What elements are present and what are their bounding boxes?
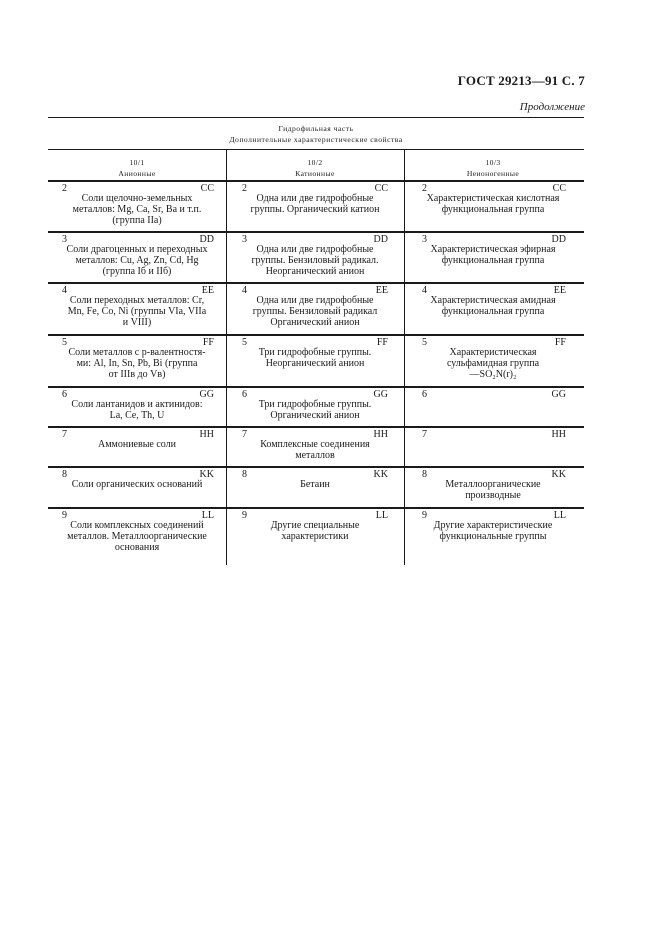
column-header-anionic [48,157,226,179]
cell-number: 2 [422,183,427,194]
cell-text [52,347,222,380]
cell-number: 8 [62,469,67,480]
cell-code: HH [373,429,388,440]
cell-code: GG [373,389,388,400]
cell-text-line: металлов: Cu, Ag, Zn, Cd, Hg [75,255,199,266]
cell-code: LL [375,510,388,521]
cell-code: FF [554,337,566,348]
cell-number: 8 [422,469,427,480]
table-cell [404,429,582,463]
cell-text-line: Одна или две гидрофобные [256,244,374,255]
cell-text-line: Соли комплексных соединений [70,520,204,531]
cell-code: CC [552,183,566,194]
cell-text-line: Другие характеристические [433,520,553,531]
cell-code: EE [375,285,388,296]
continuation-label: Продолжение [519,101,585,113]
cell-text-line: Три гидрофобные группы. [258,347,372,358]
cell-text-line: Характеристическая амидная [430,295,556,306]
cell-text-line: Органический анион [270,410,360,421]
cell-text [230,439,400,461]
row-separator-rule [48,507,584,509]
table-cell [226,337,404,383]
table-cell [226,469,404,503]
cell-code: EE [553,285,566,296]
table-caption-line2: Дополнительные характеристические свойства [229,135,403,144]
cell-text-line: Соли драгоценных и переходных [66,244,208,255]
cell-text-line: Характеристическая кислотная [426,193,560,204]
table-cell [226,429,404,463]
cell-code: FF [202,337,214,348]
cell-text [408,244,578,266]
cell-text-line: Соли щелочно-земельных [81,193,193,204]
row-separator-rule [48,386,584,388]
cell-text-line: функциональная группа [441,204,545,215]
table-top-rule [48,117,584,118]
row-separator-rule [48,231,584,233]
table-cell [404,337,582,383]
cell-code: DD [373,234,388,245]
table-cell [48,285,226,331]
column-code: 10/1 [129,158,145,167]
cell-text-line: Аммониевые соли [97,439,177,450]
cell-text-line: La, Ce, Th, U [109,410,165,421]
cell-number: 9 [422,510,427,521]
table-cell [48,183,226,227]
column-label: Анионные [118,169,156,178]
column-code: 10/2 [307,158,323,167]
cell-text-line: характеристики [281,531,349,542]
column-label: Катионные [295,169,335,178]
column-code: 10/3 [485,158,501,167]
table-caption-line1: Гидрофильная часть [278,124,354,133]
cell-text [230,347,400,369]
cell-number: 3 [242,234,247,245]
cell-text-line: (группа IIa) [112,215,162,226]
cell-number: 3 [62,234,67,245]
column-label: Неионогенные [466,169,520,178]
cell-number: 5 [422,337,427,348]
cell-text [52,439,222,450]
table-cell [404,469,582,503]
cell-code: GG [199,389,214,400]
table-cell [404,510,582,562]
table-cell [226,234,404,278]
cell-text-line: (группа Iб и IIб) [102,266,172,277]
table-cell [404,234,582,278]
cell-number: 2 [62,183,67,194]
cell-text-line: производные [465,490,521,501]
cell-text-line: Три гидрофобные группы. [258,399,372,410]
cell-text [52,295,222,328]
cell-text-line: функциональная группа [441,306,545,317]
cell-text [230,399,400,421]
cell-text-line: Бетаин [300,479,330,490]
document-header-title: ГОСТ 29213—91 С. 7 [457,73,585,88]
cell-text-line: ми: Al, In, Sn, Pb, Bi (группа [76,358,198,369]
cell-text-line: Органический анион [270,317,360,328]
table-cell [226,510,404,562]
row-separator-rule [48,334,584,336]
cell-number: 4 [242,285,247,296]
cell-text-line: от IIIв до Vв) [108,369,166,380]
cell-text [52,193,222,226]
cell-number: 8 [242,469,247,480]
cell-text-line: Mn, Fe, Co, Ni (группы VIa, VIIa [67,306,207,317]
cell-text [230,193,400,215]
cell-code: HH [551,429,566,440]
cell-number: 3 [422,234,427,245]
cell-text [230,479,400,490]
cell-code: DD [199,234,214,245]
table-cell [48,510,226,562]
cell-code: CC [374,183,388,194]
cell-text-line: Металлоорганические [445,479,541,490]
cell-number: 7 [62,429,67,440]
cell-text [52,520,222,553]
cell-text-line: группы. Бензиловый радикал. [251,255,379,266]
cell-number: 4 [422,285,427,296]
cell-text-line: Одна или две гидрофобные [256,193,374,204]
cell-text [230,520,400,542]
cell-text [52,479,222,490]
cell-code: KK [199,469,214,480]
cell-text-line: группы. Бензиловый радикал [252,306,378,317]
cell-code: FF [376,337,388,348]
cell-text [408,193,578,215]
cell-code: LL [553,510,566,521]
cell-number: 4 [62,285,67,296]
cell-text-line: Соли органических оснований [71,479,203,490]
cell-number: 9 [62,510,67,521]
cell-code: GG [551,389,566,400]
cell-number: 6 [242,389,247,400]
cell-code: HH [199,429,214,440]
cell-text-line: функциональные группы [439,531,547,542]
table-cell [48,469,226,503]
cell-number: 6 [62,389,67,400]
cell-text [408,520,578,542]
table-cell [404,285,582,331]
cell-code: KK [373,469,388,480]
cell-text-line: основания [114,542,160,553]
cell-text [230,295,400,328]
cell-text-line: Комплексные соединения [260,439,370,450]
cell-text-line: Соли лантанидов и актинидов: [71,399,203,410]
cell-text-line: Характеристическая эфирная [430,244,556,255]
cell-text [52,399,222,421]
cell-number: 5 [242,337,247,348]
cell-text-line: Неорганический анион [265,358,365,369]
row-separator-rule [48,466,584,468]
column-header-nonionic [404,157,582,179]
cell-text-line: и VIII) [122,317,152,328]
cell-text-line: Другие специальные [270,520,360,531]
table-cell [48,429,226,463]
cell-number: 7 [242,429,247,440]
table-cell [226,183,404,227]
cell-text [230,244,400,277]
cell-code: DD [551,234,566,245]
row-separator-rule [48,180,584,182]
cell-text [408,347,578,380]
cell-number: 2 [242,183,247,194]
table-cell [404,389,582,423]
table-cell [226,285,404,331]
cell-text [408,295,578,317]
cell-text-line: Соли металлов с p-валентностя- [68,347,206,358]
cell-text-line: металлов. Металлоорганические [67,531,207,542]
table-cell [404,183,582,227]
cell-text-line: сульфамидная группа [446,358,540,369]
cell-text-line: Одна или две гидрофобные [256,295,374,306]
cell-text-line: металлов: Mg, Ca, Sr, Ba и т.п. [72,204,202,215]
table-cell [226,389,404,423]
cell-text-line: группы. Органический катион [250,204,380,215]
cell-text-line: металлов [295,450,335,461]
cell-text [408,479,578,501]
cell-code: KK [551,469,566,480]
cell-text-line: Характеристическая [449,347,537,358]
cell-text-line: функциональная группа [441,255,545,266]
row-separator-rule [48,282,584,284]
table-cell [48,389,226,423]
cell-text-line: Соли переходных металлов: Cr, [69,295,205,306]
cell-text-line: —SO₂N(r)₂ [469,369,517,380]
column-header-cationic [226,157,404,179]
cell-text [52,244,222,277]
cell-code: LL [201,510,214,521]
row-separator-rule [48,426,584,428]
table-cell [48,337,226,383]
cell-number: 9 [242,510,247,521]
cell-number: 5 [62,337,67,348]
cell-text-line: Неорганический анион [265,266,365,277]
cell-number: 7 [422,429,427,440]
caption-bottom-rule [48,149,584,150]
cell-code: CC [200,183,214,194]
table-cell [48,234,226,278]
cell-code: EE [201,285,214,296]
cell-number: 6 [422,389,427,400]
